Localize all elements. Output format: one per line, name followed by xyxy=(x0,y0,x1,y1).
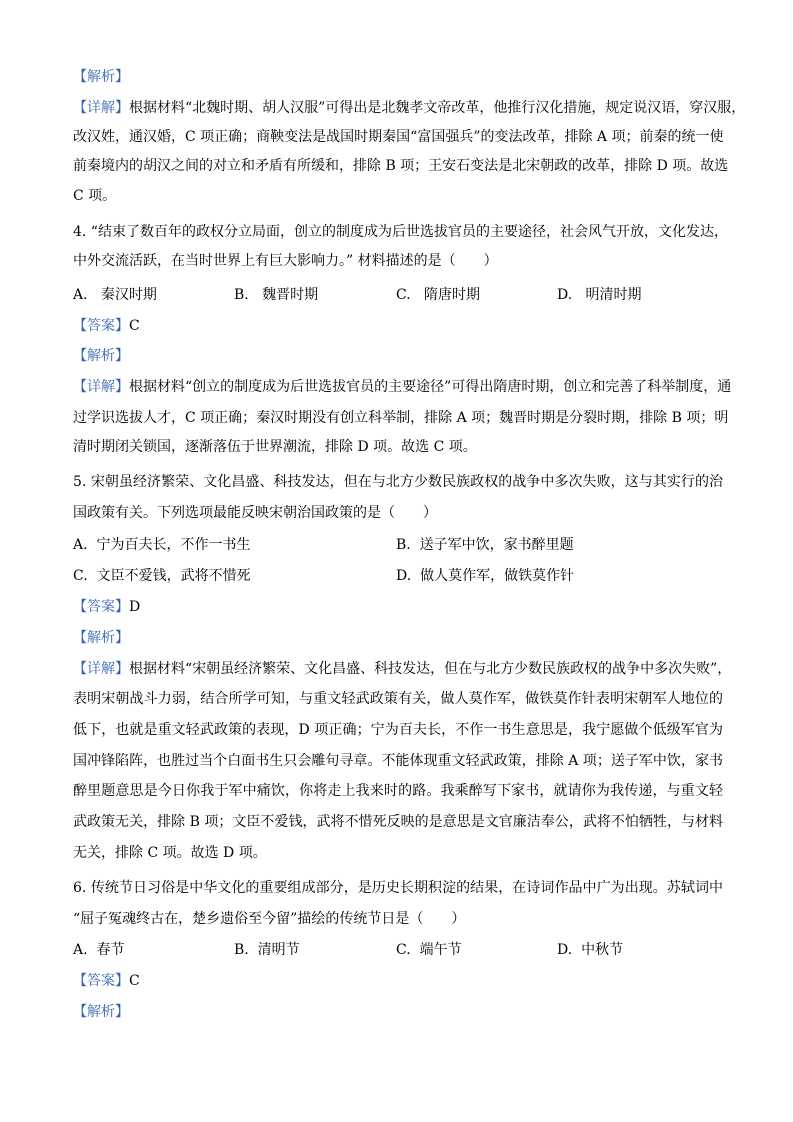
q4-option-c: C. 隋唐时期 xyxy=(396,287,481,303)
q5-explain-line-2: 表明宋朝战斗力弱，结合所学可知，与重文轻武政策有关，做人莫作军，做铁莫作针表明宋朝军人地位的 xyxy=(73,691,723,707)
q4-option-d: D. 明清时期 xyxy=(557,287,642,303)
q6-jiexi-heading: 【解析】 xyxy=(73,1004,129,1020)
q5-option-d: D. 做人莫作军，做铁莫作针 xyxy=(396,568,575,584)
q4-option-a: A. 秦汉时期 xyxy=(73,287,157,303)
q6-option-b: B. 清明节 xyxy=(234,942,300,958)
q6-answer: 【答案】C xyxy=(73,973,140,989)
q5-jiexi-heading: 【解析】 xyxy=(73,630,129,646)
q6-option-c: C. 端午节 xyxy=(396,942,462,958)
q5-option-c: C. 文臣不爱钱，武将不惜死 xyxy=(73,568,251,584)
q5-option-b: B. 送子军中饮，家书醉里题 xyxy=(396,537,574,553)
q5-stem-line-1: 5. 宋朝虽经济繁荣、文化昌盛、科技发达，但在与北方少数民族政权的战争中多次失败，这与其实行的治 xyxy=(73,474,723,490)
q4-answer: 【答案】C xyxy=(73,318,140,334)
q6-stem-line-1: 6. 传统节日习俗是中华文化的重要组成部分，是历史长期积淀的结果，在诗词作品中广为出现。苏轼词中 xyxy=(73,880,723,896)
q5-explain-line-4: 国冲锋陷阵，也胜过当个白面书生只会雕句寻章。不能体现重文轻武政策，排除 A 项；送子军中饮，家书 xyxy=(73,753,723,769)
q4-option-b: B. 魏晋时期 xyxy=(234,287,319,303)
q3-explain-line-1: 【详解】根据材料“北魏时期、胡人汉服”可得出是北魏孝文帝改革，他推行汉化措施，规定说汉语，穿汉服， xyxy=(73,100,746,116)
q4-explain-line-2: 过学识选拔人才，C 项正确；秦汉时期没有创立科举制，排除 A 项；魏晋时期是分裂时期，排除 B 项；明 xyxy=(73,410,729,426)
q5-answer: 【答案】D xyxy=(73,599,141,615)
q5-explain-line-5: 醉里题意思是今日你我于军中痛饮，你将走上我来时的路。我乘醉写下家书，就请你为我传递，与重文轻 xyxy=(73,783,723,799)
q4-stem-line-2: 中外交流活跃，在当时世界上有巨大影响力。” 材料描述的是（ ） xyxy=(73,253,498,269)
q3-jiexi-heading: 【解析】 xyxy=(73,69,129,85)
q6-option-a: A. 春节 xyxy=(73,942,125,958)
q5-explain-line-3: 低下，也就是重文轻武政策的表现，D 项正确；宁为百夫长，不作一书生意思是，我宁愿做个低级军官为 xyxy=(73,722,723,738)
q5-explain-line-1: 【详解】根据材料“宋朝虽经济繁荣、文化昌盛、科技发达，但在与北方少数民族政权的战争中多次失败”， xyxy=(73,661,732,677)
q5-explain-line-6: 武政策无关，排除 B 项；文臣不爱钱，武将不惜死反映的是意思是文官廉洁奉公，武将不怕牺牲，与材料 xyxy=(73,814,723,830)
q4-stem-line-1: 4. “结束了数百年的政权分立局面，创立的制度成为后世选拔官员的主要途径，社会风气开放，文化发达， xyxy=(73,224,728,240)
q3-explain-line-2: 改汉姓，通汉婚，C 项正确；商鞅变法是战国时期秦国“富国强兵”的变法改革，排除 A 项；前秦的统一使 xyxy=(73,129,724,145)
q3-explain-line-3: 前秦境内的胡汉之间的对立和矛盾有所缓和，排除 B 项；王安石变法是北宋朝政的改革，排除 D 项。故选 xyxy=(73,158,729,174)
q6-option-d: D. 中秋节 xyxy=(557,942,624,958)
q5-explain-line-7: 无关，排除 C 项。故选 D 项。 xyxy=(73,845,267,861)
q4-explain-line-3: 清时期闭关锁国，逐渐落伍于世界潮流，排除 D 项。故选 C 项。 xyxy=(73,439,477,455)
q3-explain-line-4: C 项。 xyxy=(73,188,117,204)
q4-explain-line-1: 【详解】根据材料“创立的制度成为后世选拔官员的主要途径”可得出隋唐时期，创立和完善了科举制度，通 xyxy=(73,379,732,395)
q4-jiexi-heading: 【解析】 xyxy=(73,348,129,364)
q6-stem-line-2: “屈子冤魂终古在，楚乡遗俗至今留”描绘的传统节日是（ ） xyxy=(73,911,466,927)
q5-stem-line-2: 国政策有关。下列选项最能反映宋朝治国政策的是（ ） xyxy=(73,505,437,521)
q5-option-a: A. 宁为百夫长，不作一书生 xyxy=(73,537,251,553)
